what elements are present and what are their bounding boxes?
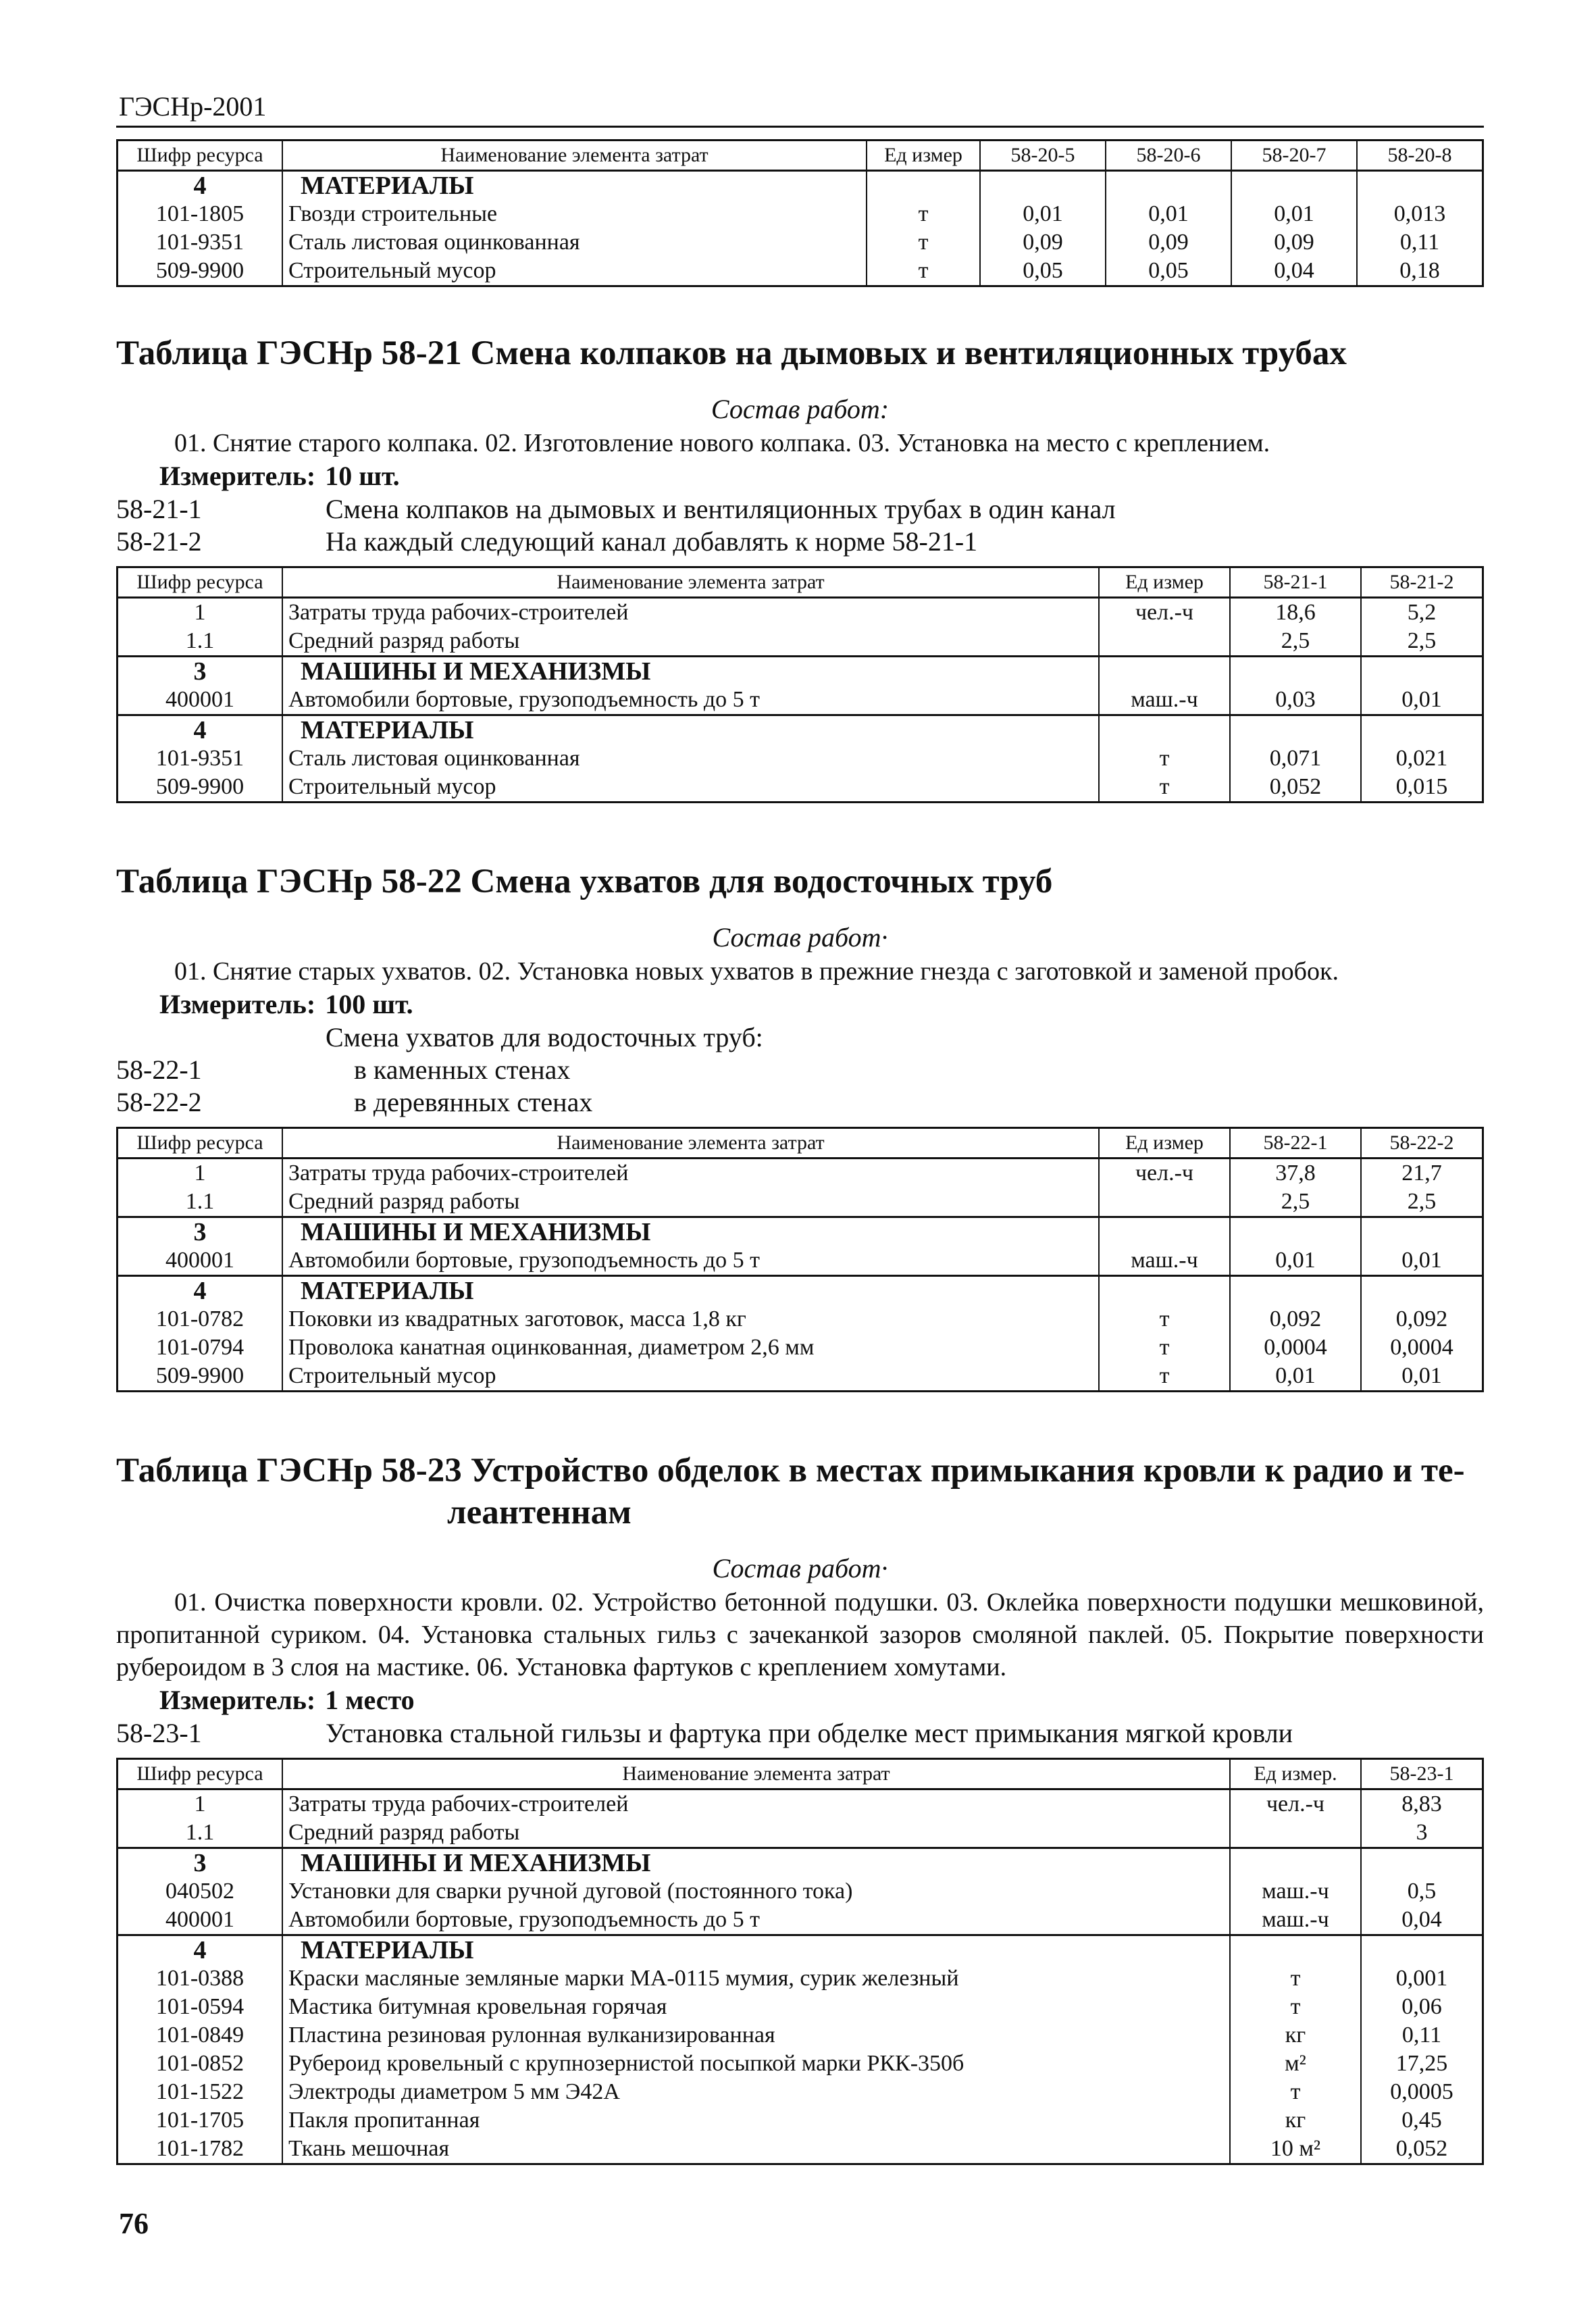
norm-value: 2,5 [1230,1188,1361,1217]
resource-name: МАШИНЫ И МЕХАНИЗМЫ [282,1848,1230,1878]
resource-name: Поковки из квадратных заготовок, масса 1,8 кг [282,1305,1099,1333]
norm-value [1230,1217,1361,1247]
composition-text: 01. Снятие старых ухватов. 02. Установка новых ухватов в прежние гнезда с заготовкой и заменой пробок. [174,957,1339,986]
norm-value: 0,052 [1230,773,1361,803]
resource-name: Пакля пропитанная [282,2106,1230,2135]
unit-of-measure [1099,1217,1230,1247]
unit-of-measure [867,171,980,201]
column-header: 58-20-8 [1357,141,1483,171]
table-row [118,773,1483,803]
meter-value: 1 место [325,1685,415,1715]
norm-value: 0,01 [1231,200,1357,228]
column-header: Шифр ресурса [118,1759,283,1789]
column-header: Ед измер [1099,567,1230,598]
section-58-22 [116,861,1484,1392]
resource-code: 400001 [118,1906,283,1935]
column-header: Шифр ресурса [118,1128,283,1159]
resource-name: Сталь листовая оцинкованная [282,744,1099,773]
column-header: Наименование элемента затрат [282,1759,1230,1789]
resources-table-58-23 [116,1758,1484,2165]
unit-of-measure [1099,1188,1230,1217]
group-header-row [118,1848,1483,1878]
norm-value: 18,6 [1230,598,1361,628]
composition-heading: Состав работ· [712,1553,888,1583]
norm-value: 0,092 [1230,1305,1361,1333]
resource-name: Автомобили бортовые, грузоподъемность до 5 т [282,1246,1099,1276]
resource-code: 400001 [118,686,283,715]
resource-code: 101-0852 [118,2050,283,2078]
unit-of-measure: кг [1230,2021,1361,2050]
resource-code: 1 [118,1159,283,1188]
unit-of-measure: т [1230,1964,1361,1993]
unit-of-measure: маш.-ч [1230,1877,1361,1906]
norm-subheading: Смена ухватов для водосточных труб: [326,1022,763,1052]
resource-name: Автомобили бортовые, грузоподъемность до 5 т [282,1906,1230,1935]
unit-of-measure: чел.-ч [1230,1789,1361,1819]
composition-heading: Состав работ: [711,394,890,424]
norm-value: 0,09 [1231,228,1357,257]
table-title [116,1450,1484,1533]
unit-of-measure: маш.-ч [1230,1906,1361,1935]
norm-value: 0,0004 [1230,1333,1361,1362]
norm-code: 58-22-2 [116,1087,202,1117]
norm-value [1361,1848,1483,1878]
unit-of-measure [1099,715,1230,745]
resource-code: 4 [118,715,283,745]
table-row [118,686,1483,715]
resource-name: Пластина резиновая рулонная вулканизированная [282,2021,1230,2050]
resource-code: 1 [118,598,283,628]
resource-code: 1.1 [118,627,283,657]
table-title-line-2: леантеннам [447,1494,632,1531]
table-row [118,1993,1483,2021]
norm-item [116,1086,1484,1119]
norm-description: Установка стальной гильзы и фартука при обделке мест примыкания мягкой кровли [326,1718,1293,1748]
resource-code: 509-9900 [118,1362,283,1392]
table-row [118,1906,1483,1935]
norm-value: 37,8 [1230,1159,1361,1188]
group-header-row [118,171,1483,201]
resource-name: Гвозди строительные [282,200,867,228]
norm-description: Смена колпаков на дымовых и вентиляционных трубах в один канал [326,494,1116,524]
norm-value: 0,06 [1361,1993,1483,2021]
norm-value [980,171,1106,201]
resource-code: 509-9900 [118,257,283,286]
table-title: Таблица ГЭСНр 58-21 Смена колпаков на дымовых и вентиляционных трубах [116,334,1347,372]
resource-code: 4 [118,171,283,201]
column-header: Наименование элемента затрат [282,567,1099,598]
norm-value: 0,09 [1106,228,1231,257]
unit-of-measure: т [1230,1993,1361,2021]
resource-name: Затраты труда рабочих-строителей [282,1789,1230,1819]
unit-of-measure [1099,627,1230,657]
meter [116,459,1484,493]
running-head: ГЭСНр-2001 [119,91,267,122]
unit-of-measure [1230,1935,1361,1965]
norm-value [1361,1276,1483,1306]
resource-code: 1 [118,1789,283,1819]
norm-item [116,1717,1484,1750]
resource-name: Сталь листовая оцинкованная [282,228,867,257]
norm-value: 0,05 [980,257,1106,286]
norm-value: 0,45 [1361,2106,1483,2135]
norm-code: 58-21-1 [116,494,202,524]
resource-name: Мастика битумная кровельная горячая [282,1993,1230,2021]
column-header: 58-21-1 [1230,567,1361,598]
norm-value: 2,5 [1361,627,1483,657]
norm-value: 0,11 [1361,2021,1483,2050]
table-header-row [118,1759,1483,1789]
table-header-row [118,141,1483,171]
section-58-21 [116,332,1484,803]
unit-of-measure: т [867,228,980,257]
unit-of-measure: т [1099,773,1230,803]
table-header-row [118,1128,1483,1159]
meter-label: Измеритель: [159,989,316,1019]
norm-value: 0,001 [1361,1964,1483,1993]
norm-value: 0,01 [1361,1362,1483,1392]
table-row [118,200,1483,228]
table-header-row [118,567,1483,598]
unit-of-measure [1230,1848,1361,1878]
meter-label: Измеритель: [159,1685,316,1715]
norm-value: 2,5 [1361,1188,1483,1217]
table-row [118,228,1483,257]
unit-of-measure: кг [1230,2106,1361,2135]
resource-code: 509-9900 [118,773,283,803]
resource-name: Строительный мусор [282,257,867,286]
group-header-row [118,657,1483,686]
table-title-line-1: Таблица ГЭСНр 58-23 Устройство обделок в местах примыкания кровли к радио и те- [116,1452,1465,1490]
norm-value: 0,18 [1357,257,1483,286]
resource-name: Затраты труда рабочих-строителей [282,1159,1099,1188]
resource-code: 040502 [118,1877,283,1906]
norm-item [116,493,1484,526]
resource-code: 101-0388 [118,1964,283,1993]
table-row [118,1877,1483,1906]
resource-name: Краски масляные земляные марки МА-0115 мумия, сурик железный [282,1964,1230,1993]
table-row [118,2078,1483,2106]
unit-of-measure: маш.-ч [1099,1246,1230,1276]
header-rule [116,126,1484,128]
resource-name: Средний разряд работы [282,1819,1230,1848]
unit-of-measure: чел.-ч [1099,598,1230,628]
table-row [118,744,1483,773]
norm-value [1357,171,1483,201]
unit-of-measure: т [1099,1305,1230,1333]
norm-code: 58-21-2 [116,526,202,557]
norm-value [1106,171,1231,201]
table-row [118,1964,1483,1993]
table-row [118,2135,1483,2164]
norm-value: 0,05 [1106,257,1231,286]
meter [116,1683,1484,1717]
norm-value: 0,0005 [1361,2078,1483,2106]
norm-value: 2,5 [1230,627,1361,657]
table-row [118,1333,1483,1362]
resource-code: 101-0782 [118,1305,283,1333]
resource-name: Ткань мешочная [282,2135,1230,2164]
meter-value: 10 шт. [325,461,400,491]
unit-of-measure: т [1230,2078,1361,2106]
resource-name: МАШИНЫ И МЕХАНИЗМЫ [282,657,1099,686]
resource-name: Строительный мусор [282,1362,1099,1392]
group-header-row [118,1276,1483,1306]
norm-code: 58-23-1 [116,1718,202,1748]
norm-value: 21,7 [1361,1159,1483,1188]
norm-code: 58-22-1 [116,1054,202,1085]
resource-name: Строительный мусор [282,773,1099,803]
table-row [118,1789,1483,1819]
resource-name: Рубероид кровельный с крупнозернистой посыпкой марки РКК-350б [282,2050,1230,2078]
resource-code: 101-0794 [118,1333,283,1362]
column-header: Наименование элемента затрат [282,141,867,171]
group-header-row [118,715,1483,745]
resource-name: Средний разряд работы [282,627,1099,657]
norm-value: 0,013 [1357,200,1483,228]
unit-of-measure [1230,1819,1361,1848]
norm-description: На каждый следующий канал добавлять к норме 58-21-1 [326,526,978,557]
norm-value: 0,01 [1106,200,1231,228]
norm-value: 0,092 [1361,1305,1483,1333]
norm-item [116,1054,1484,1086]
norm-value: 0,01 [1361,1246,1483,1276]
resources-table-58-22 [116,1127,1484,1392]
norm-value [1361,1935,1483,1965]
unit-of-measure: чел.-ч [1099,1159,1230,1188]
table-row [118,1819,1483,1848]
unit-of-measure: т [1099,1333,1230,1362]
unit-of-measure: т [867,200,980,228]
norm-value: 3 [1361,1819,1483,1848]
resource-code: 4 [118,1935,283,1965]
resource-code: 3 [118,657,283,686]
norm-description: в каменных стенах [354,1054,571,1085]
table-row [118,1246,1483,1276]
resource-name: МАТЕРИАЛЫ [282,715,1099,745]
unit-of-measure: м² [1230,2050,1361,2078]
norm-value [1361,1217,1483,1247]
column-header: 58-21-2 [1361,567,1483,598]
unit-of-measure [1099,657,1230,686]
unit-of-measure: 10 м² [1230,2135,1361,2164]
resource-code: 1.1 [118,1188,283,1217]
resource-code: 101-1522 [118,2078,283,2106]
resource-name: МАТЕРИАЛЫ [282,171,867,201]
meter-label: Измеритель: [159,461,316,491]
norm-value: 0,01 [1230,1246,1361,1276]
table-title: Таблица ГЭСНр 58-22 Смена ухватов для водосточных труб [116,863,1053,900]
norm-value: 5,2 [1361,598,1483,628]
meter [116,988,1484,1021]
table-row [118,2021,1483,2050]
resource-name: Проволока канатная оцинкованная, диаметром 2,6 мм [282,1333,1099,1362]
table-row [118,1188,1483,1217]
norm-value: 0,0004 [1361,1333,1483,1362]
continuation-section [116,130,1484,287]
resource-name: Установки для сварки ручной дуговой (постоянного тока) [282,1877,1230,1906]
norm-value: 8,83 [1361,1789,1483,1819]
norm-value: 0,015 [1361,773,1483,803]
section-58-23 [116,1450,1484,2165]
norm-item [116,526,1484,558]
resource-code: 101-0849 [118,2021,283,2050]
column-header: Ед измер [1099,1128,1230,1159]
composition-text: 01. Очистка поверхности кровли. 02. Устройство бетонной подушки. 03. Оклейка поверхности подушки мешковиной, пропитанной суриком. 04. Установка стальных гильз с зачеканкой зазоров смоляной паклей. 05. Покрытие поверхности рубероидом в 3 слоя на мастике. 06. Установка фартуков с креплением хомутами. [116,1588,1484,1681]
group-header-row [118,1935,1483,1965]
resource-name: МАТЕРИАЛЫ [282,1276,1099,1306]
table-row [118,1159,1483,1188]
resource-name: МАТЕРИАЛЫ [282,1935,1230,1965]
group-header-row [118,1217,1483,1247]
resource-code: 101-9351 [118,228,283,257]
column-header: Шифр ресурса [118,567,283,598]
resource-code: 101-1805 [118,200,283,228]
resources-table-58-21 [116,566,1484,803]
norm-value: 0,04 [1361,1906,1483,1935]
table-row [118,257,1483,286]
column-header: 58-20-5 [980,141,1106,171]
meter-value: 100 шт. [325,989,413,1019]
unit-of-measure: т [867,257,980,286]
norm-value: 0,01 [1361,686,1483,715]
norm-value [1361,657,1483,686]
resource-code: 400001 [118,1246,283,1276]
unit-of-measure [1099,1276,1230,1306]
norm-value [1230,715,1361,745]
table-row [118,598,1483,628]
resource-name: Электроды диаметром 5 мм Э42А [282,2078,1230,2106]
norm-value: 0,01 [1230,1362,1361,1392]
composition-text: 01. Снятие старого колпака. 02. Изготовление нового колпака. 03. Установка на место с креплением. [174,429,1270,457]
resource-code: 3 [118,1848,283,1878]
continuation-table [116,139,1484,287]
column-header: 58-20-7 [1231,141,1357,171]
column-header: Шифр ресурса [118,141,283,171]
resource-code: 4 [118,1276,283,1306]
resource-code: 3 [118,1217,283,1247]
page-number: 76 [119,2207,149,2240]
norm-value [1231,171,1357,201]
resource-name: Автомобили бортовые, грузоподъемность до 5 т [282,686,1099,715]
resource-code: 101-9351 [118,744,283,773]
resource-code: 101-1782 [118,2135,283,2164]
norm-value: 0,01 [980,200,1106,228]
norm-value [1361,715,1483,745]
table-row [118,2050,1483,2078]
column-header: 58-22-2 [1361,1128,1483,1159]
resource-name: МАШИНЫ И МЕХАНИЗМЫ [282,1217,1099,1247]
table-row [118,1362,1483,1392]
column-header: Ед измер [867,141,980,171]
column-header: 58-22-1 [1230,1128,1361,1159]
unit-of-measure: т [1099,1362,1230,1392]
norm-value [1230,1276,1361,1306]
norm-value: 0,03 [1230,686,1361,715]
unit-of-measure: т [1099,744,1230,773]
table-row [118,627,1483,657]
norm-value: 0,071 [1230,744,1361,773]
resource-name: Затраты труда рабочих-строителей [282,598,1099,628]
resource-code: 101-1705 [118,2106,283,2135]
column-header: Наименование элемента затрат [282,1128,1099,1159]
norm-value [1230,657,1361,686]
column-header: 58-23-1 [1361,1759,1483,1789]
norm-value: 0,021 [1361,744,1483,773]
norm-value: 0,11 [1357,228,1483,257]
norm-value: 0,09 [980,228,1106,257]
norm-description: в деревянных стенах [354,1087,593,1117]
norm-value: 17,25 [1361,2050,1483,2078]
norm-value: 0,5 [1361,1877,1483,1906]
table-row [118,1305,1483,1333]
norm-value: 0,04 [1231,257,1357,286]
resource-code: 1.1 [118,1819,283,1848]
composition-heading: Состав работ· [712,922,888,952]
resource-code: 101-0594 [118,1993,283,2021]
norm-value: 0,052 [1361,2135,1483,2164]
table-row [118,2106,1483,2135]
resource-name: Средний разряд работы [282,1188,1099,1217]
column-header: 58-20-6 [1106,141,1231,171]
unit-of-measure: маш.-ч [1099,686,1230,715]
column-header: Ед измер. [1230,1759,1361,1789]
